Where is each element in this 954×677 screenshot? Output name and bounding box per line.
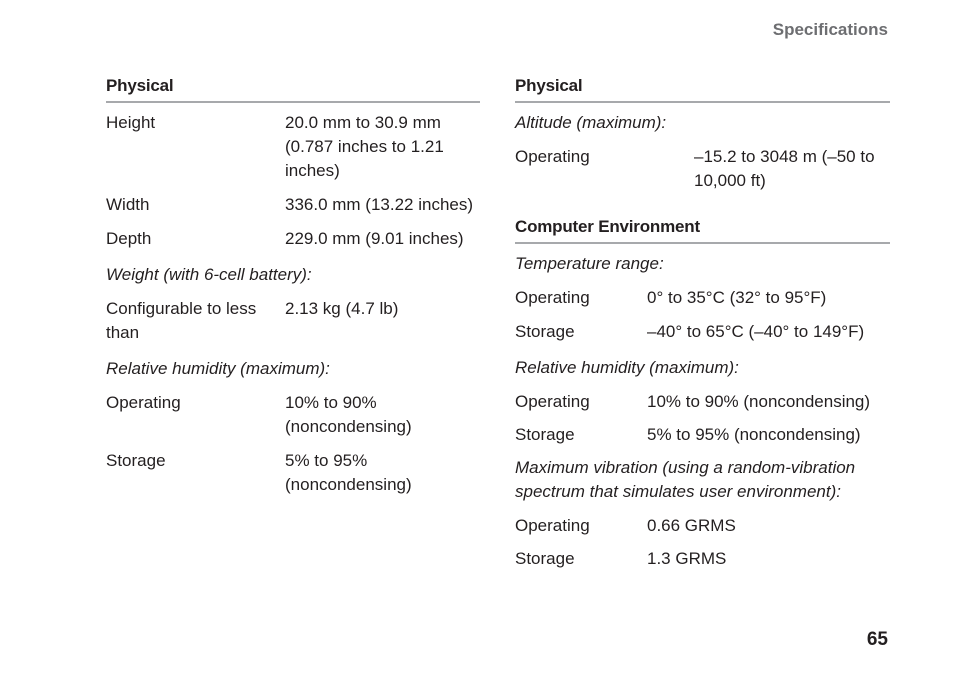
spec-label: Storage — [106, 451, 166, 470]
spec-value: 5% to 95% (noncondensing) — [285, 451, 412, 494]
subheading-temperature: Temperature range: — [515, 254, 664, 273]
left-spec-column — [106, 76, 480, 507]
spec-row-height — [106, 111, 480, 183]
spec-row-humidity-operating — [106, 391, 480, 439]
spec-label: Configurable to less than — [106, 299, 257, 342]
spec-value: 0° to 35°C (32° to 95°F) — [647, 288, 827, 307]
spec-value: 10% to 90% (noncondensing) — [647, 392, 871, 411]
spec-label: Operating — [106, 393, 181, 412]
subheading-weight: Weight (with 6-cell battery): — [106, 265, 312, 284]
spec-label: Storage — [515, 425, 575, 444]
subheading-vibration: Maximum vibration (using a random-vibration spectrum that simulates user environment): — [515, 458, 856, 501]
spec-value: –15.2 to 3048 m (–50 to 10,000 ft) — [694, 147, 875, 190]
spec-label: Operating — [515, 288, 590, 307]
spec-label: Depth — [106, 229, 152, 248]
spec-row-humidity-storage — [106, 449, 480, 497]
spec-value: 336.0 mm (13.22 inches) — [285, 195, 474, 214]
spec-row-humidity-operating — [515, 390, 890, 414]
subheading-altitude: Altitude (maximum): — [515, 113, 667, 132]
spec-row-temperature-operating — [515, 286, 890, 310]
spec-row-humidity-storage — [515, 423, 890, 447]
spec-value: –40° to 65°C (–40° to 149°F) — [647, 322, 865, 341]
spec-value: 20.0 mm to 30.9 mm (0.787 inches to 1.21 inches) — [285, 113, 444, 180]
spec-label: Storage — [515, 322, 575, 341]
spec-label: Storage — [515, 549, 575, 568]
spec-row-vibration-operating — [515, 514, 890, 538]
spec-row-width — [106, 193, 480, 217]
spec-label: Operating — [515, 147, 590, 166]
section-title-physical: Physical — [515, 76, 890, 103]
spec-label: Operating — [515, 516, 590, 535]
spec-value: 1.3 GRMS — [647, 549, 727, 568]
spec-row-altitude-operating — [515, 145, 890, 193]
spec-row-vibration-storage — [515, 547, 890, 571]
spec-value: 0.66 GRMS — [647, 516, 736, 535]
spec-label: Operating — [515, 392, 590, 411]
spec-row-weight — [106, 297, 480, 345]
page-number: 65 — [866, 629, 888, 650]
spec-label: Width — [106, 195, 150, 214]
subheading-humidity: Relative humidity (maximum): — [515, 358, 739, 377]
spec-row-depth — [106, 227, 480, 251]
section-title-physical: Physical — [106, 76, 480, 103]
subheading-humidity: Relative humidity (maximum): — [106, 359, 330, 378]
running-header: Specifications — [772, 20, 888, 39]
spec-row-temperature-storage — [515, 320, 890, 344]
spec-value: 229.0 mm (9.01 inches) — [285, 229, 464, 248]
right-spec-column — [515, 76, 890, 580]
spec-value: 5% to 95% (noncondensing) — [647, 425, 861, 444]
section-title-computer-environment: Computer Environment — [515, 217, 890, 244]
spec-label: Height — [106, 113, 156, 132]
spec-value: 10% to 90% (noncondensing) — [285, 393, 412, 436]
spec-value: 2.13 kg (4.7 lb) — [285, 299, 399, 318]
